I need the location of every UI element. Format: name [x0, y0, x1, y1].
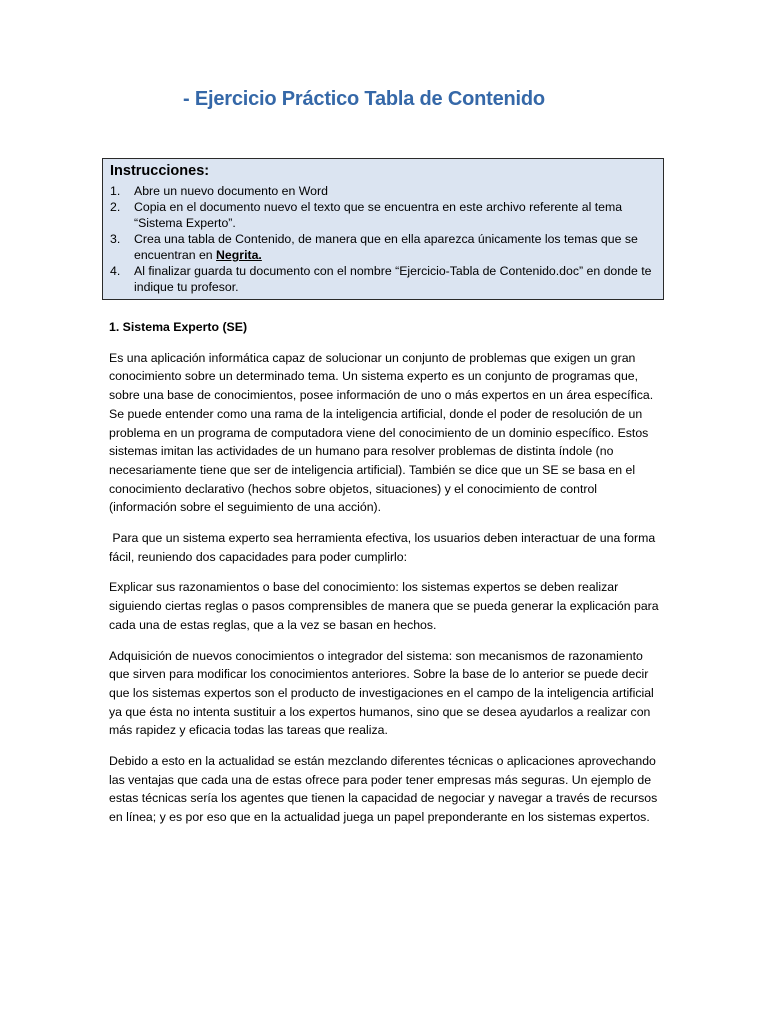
instructions-list	[110, 183, 653, 295]
instructions-heading	[110, 163, 653, 179]
instructions-heading-text: Instrucciones	[110, 163, 205, 179]
document-body	[109, 318, 659, 839]
instruction-text: Abre un nuevo documento en Word	[134, 184, 328, 198]
instruction-text: Al finalizar guarda tu documento con el nombre “Ejercicio-Tabla de Contenido.doc” en donde te indique tu profesor.	[134, 264, 652, 294]
paragraph: Explicar sus razonamientos o base del conocimiento: los sistemas expertos se deben realizar siguiendo ciertas reglas o pasos comprensibles de manera que se pueda generar la explicación para cada una de estas reglas, que a la vez se basan en hechos.	[109, 580, 659, 632]
instruction-text: Crea una tabla de Contenido, de manera que en ella aparezca únicamente los temas que se encuentran en	[134, 232, 638, 262]
instructions-box	[102, 158, 664, 300]
page-title: - Ejercicio Práctico Tabla de Contenido	[183, 88, 545, 110]
instruction-item-1	[110, 183, 653, 199]
instruction-number: 4.	[110, 264, 121, 278]
paragraph: Para que un sistema experto sea herramienta efectiva, los usuarios deben interactuar de una forma fácil, reuniendo dos capacidades para poder cumplirlo:	[109, 531, 659, 564]
instruction-item-3	[110, 231, 653, 263]
instruction-number: 1.	[110, 184, 121, 198]
instruction-item-2	[110, 199, 653, 231]
instruction-text: Copia en el documento nuevo el texto que se encuentra en este archivo referente al tema “Sistema Experto”.	[134, 200, 623, 230]
bold-keyword: Negrita.	[216, 248, 262, 262]
paragraph: Debido a esto en la actualidad se están mezclando diferentes técnicas o aplicaciones aprovechando las ventajas que cada una de estas ofrece para poder tener empresas más seguras. Un ejemplo de estas técnicas sería los agentes que tienen la capacidad de negociar y navegar a través de recursos en línea; y es por eso que en la actualidad juega un papel preponderante en los sistemas expertos.	[109, 754, 658, 825]
section-heading: 1. Sistema Experto (SE)	[109, 320, 248, 334]
instruction-number: 2.	[110, 200, 121, 214]
instructions-heading-colon: :	[204, 163, 210, 179]
paragraph: Es una aplicación informática capaz de solucionar un conjunto de problemas que exigen un gran conocimiento sobre un determinado tema. Un sistema experto es un conjunto de programas que, sobre una base de conocimientos, posee información de uno o más expertos en un área específica. Se puede entender como una rama de la inteligencia artificial, donde el poder de resolución de un problema en un programa de computadora viene del conocimiento de un dominio específico. Estos sistemas imitan las actividades de un humano para resolver problemas de distinta índole (no necesariamente tiene que ser de inteligencia artificial). También se dice que un SE se basa en el conocimiento declarativo (hechos sobre objetos, situaciones) y el conocimiento de control (información sobre el seguimiento de una acción).	[109, 350, 654, 515]
instruction-number: 3.	[110, 232, 121, 246]
instruction-item-4	[110, 263, 653, 295]
paragraph: Adquisición de nuevos conocimientos o integrador del sistema: son mecanismos de razonamiento que sirven para modificar los conocimientos anteriores. Sobre la base de lo anterior se puede decir que los sistemas expertos son el producto de investigaciones en el campo de la inteligencia artificial ya que ésta no intenta sustituir a los expertos humanos, sino que se desea ayudarlos a realizar con más rapidez y eficacia todas las tareas que realiza.	[109, 648, 654, 738]
